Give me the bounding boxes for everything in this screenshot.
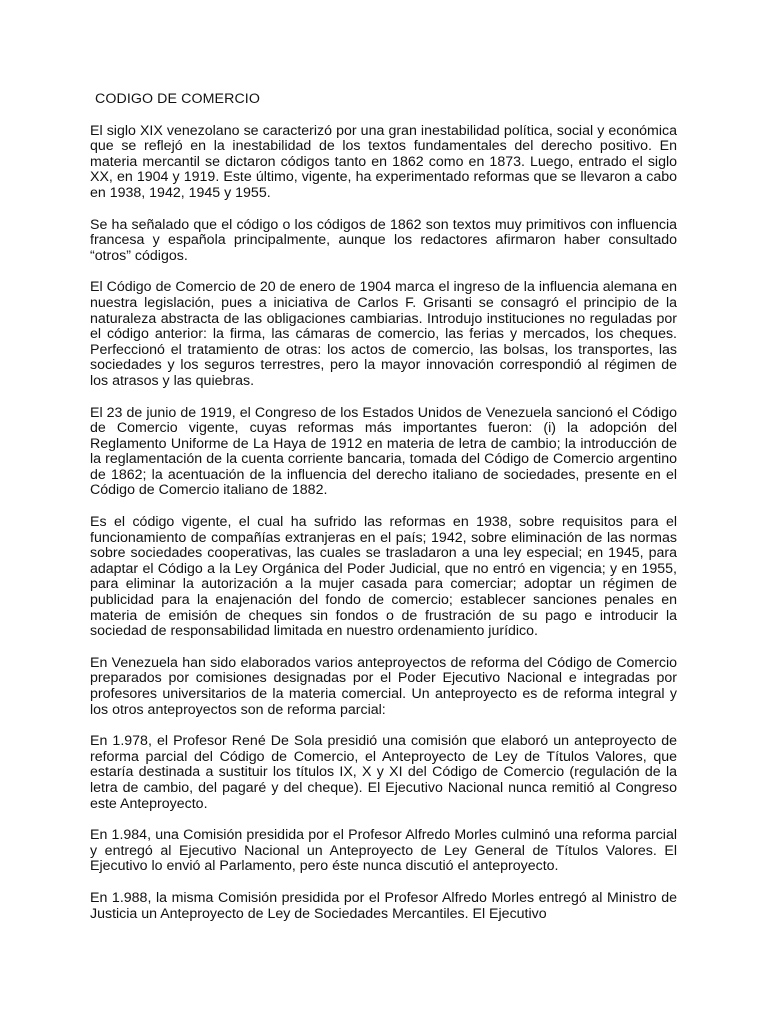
paragraph-7: En 1.978, el Profesor René De Sola presidió una comisión que elaboró un anteproyecto de reforma parcial del Código de Comercio, el Anteproyecto de Ley de Títulos Valores, que estaría destinada a sustituir los títulos IX, X y XI del Código de Comercio (regulación de la letra de cambio, del pagaré y del cheque). El Ejecutivo Nacional nunca remitió al Congreso este Anteproyecto.: [90, 733, 677, 812]
paragraph-6: En Venezuela han sido elaborados varios anteproyectos de reforma del Código de Comercio preparados por comisiones designadas por el Poder Ejecutivo Nacional e integradas por profesores universitarios de la materia comercial. Un anteproyecto es de reforma integral y los otros anteproyectos son de reforma parcial:: [90, 654, 677, 718]
paragraph-3: El Código de Comercio de 20 de enero de 1904 marca el ingreso de la influencia alemana en nuestra legislación, pues a iniciativa de Carlos F. Grisanti se consagró el principio de la naturaleza abstracta de las obligaciones cambiarias. Introdujo instituciones no reguladas por el código anterior: la firma, las cámaras de comercio, las ferias y mercados, los cheques. Perfeccionó el tratamiento de otras: los actos de comercio, las bolsas, los transportes, las sociedades y los seguros terrestres, pero la mayor innovación correspondió al régimen de los atrasos y las quiebras.: [90, 279, 677, 389]
document-page: [90, 92, 677, 932]
paragraph-4: El 23 de junio de 1919, el Congreso de los Estados Unidos de Venezuela sancionó el Código de Comercio vigente, cuyas reformas más importantes fueron: (i) la adopción del Reglamento Uniforme de La Haya de 1912 en materia de letra de cambio; la introducción de la reglamentación de la cuenta corriente bancaria, tomada del Código de Comercio argentino de 1862; la acentuación de la influencia del derecho italiano de sociedades, presente en el Código de Comercio italiano de 1882.: [90, 404, 677, 499]
paragraph-1: El siglo XIX venezolano se caracterizó por una gran inestabilidad política, social y económica que se reflejó en la inestabilidad de los textos fundamentales del derecho positivo. En materia mercantil se dictaron códigos tanto en 1862 como en 1873. Luego, entrado el siglo XX, en 1904 y 1919. Este último, vigente, ha experimentado reformas que se llevaron a cabo en 1938, 1942, 1945 y 1955.: [90, 122, 677, 201]
paragraph-2: Se ha señalado que el código o los códigos de 1862 son textos muy primitivos con influencia francesa y española principalmente, aunque los redactores afirmaron haber consultado “otros” códigos.: [90, 216, 677, 264]
paragraph-5: Es el código vigente, el cual ha sufrido las reformas en 1938, sobre requisitos para el funcionamiento de compañías extranjeras en el país; 1942, sobre eliminación de las normas sobre sociedades cooperativas, las cuales se trasladaron a una ley especial; en 1945, para adaptar el Código a la Ley Orgánica del Poder Judicial, que no entró en vigencia; y en 1955, para eliminar la autorización a la mujer casada para comerciar; adoptar un régimen de publicidad para la enajenación del fondo de comercio; establecer sanciones penales en materia de emisión de cheques sin fondos o de frustración de su pago e introducir la sociedad de responsabilidad limitada en nuestro ordenamiento jurídico.: [90, 514, 677, 640]
paragraph-9: En 1.988, la misma Comisión presidida por el Profesor Alfredo Morles entregó al Ministro de Justicia un Anteproyecto de Ley de Sociedades Mercantiles. El Ejecutivo: [90, 889, 677, 922]
paragraph-8: En 1.984, una Comisión presidida por el Profesor Alfredo Morles culminó una reforma parcial y entregó al Ejecutivo Nacional un Anteproyecto de Ley General de Títulos Valores. El Ejecutivo lo envió al Parlamento, pero éste nunca discutió el anteproyecto.: [90, 827, 677, 875]
document-title: CODIGO DE COMERCIO: [95, 92, 260, 107]
